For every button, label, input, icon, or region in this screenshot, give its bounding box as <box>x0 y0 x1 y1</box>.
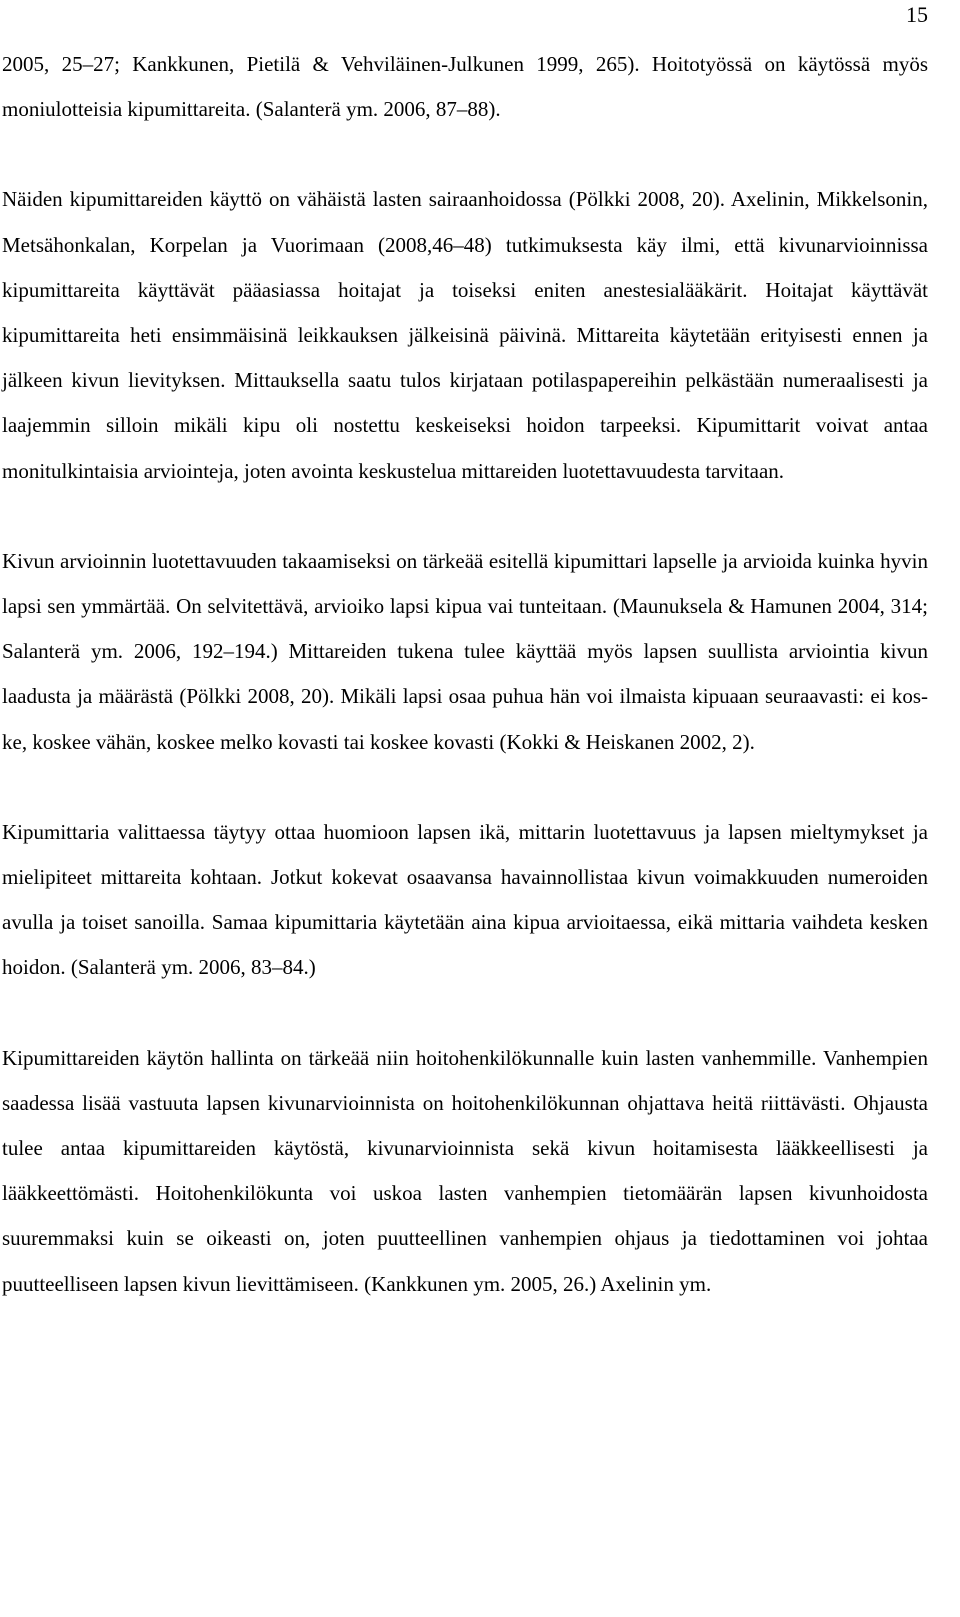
paragraph-gap <box>2 494 928 539</box>
paragraph-5: Kipumittareiden käytön hallinta on tärkeää niin hoitohenkilökunnalle kuin lasten vanhemmille. Vanhempien saadessa lisää vastuuta lapsen kivunarvioinnista on hoitohenkilökunnan ohjattava heitä riittävästi. Ohjausta tulee antaa kipumittareiden käytöstä, kivunarvioinnista sekä kivun hoitamisesta lääkkeellisesti ja lääkkeettömästi. Hoitohenkilökunta voi uskoa lasten vanhempien tietomäärän lapsen kivunhoidosta suuremmaksi kuin se oikeasti on, joten puutteellinen vanhempien ohjaus ja tiedottaminen voi johtaa puutteelliseen lapsen kivun lievittämiseen. (Kankkunen ym. 2005, 26.) Axelinin ym. <box>2 1045 928 1296</box>
document-body <box>2 42 928 1307</box>
paragraph-gap <box>2 765 928 810</box>
paragraph-1: 2005, 25–27; Kankkunen, Pietilä & Vehviläinen-Julkunen 1999, 265). Hoitotyössä on käytössä myös moniulotteisia kipumittareita. (Salanterä ym. 2006, 87–88). <box>2 52 928 122</box>
paragraph-gap <box>2 132 928 177</box>
page-number: 15 <box>906 2 928 27</box>
paragraph-4: Kipumittaria valittaessa täytyy ottaa huomioon lapsen ikä, mittarin luotettavuus ja lapsen mieltymykset ja mielipiteet mittareita kohtaan. Jotkut kokevat osaavansa havainnollistaa kivun voimakkuuden numeroiden avulla ja toiset sanoilla. Samaa kipumittaria käytetään aina kipua arvioitaessa, eikä mittaria vaihdeta kesken hoidon. (Salanterä ym. 2006, 83–84.) <box>2 819 928 980</box>
paragraph-3: Kivun arvioinnin luotettavuuden takaamiseksi on tärkeää esitellä kipumittari lapselle ja arvioida kuinka hyvin lapsi sen ymmärtää. On selvitettävä, arvioiko lapsi kipua vai tunteitaan. (Maunuksela & Hamunen 2004, 314; Salanterä ym. 2006, 192–194.) Mittareiden tukena tulee käyttää myös lapsen suullista arviointia kivun laadusta ja määrästä (Pölkki 2008, 20). Mikäli lapsi osaa puhua hän voi ilmaista kipuaan seuraavasti: ei koske, koskee vähän, koskee melko kovasti tai koskee kovasti (Kokki & Heiskanen 2002, 2). <box>2 548 928 754</box>
paragraph-gap <box>2 991 928 1036</box>
paragraph-2: Näiden kipumittareiden käyttö on vähäistä lasten sairaanhoidossa (Pölkki 2008, 20). Axelinin, Mikkelsonin, Metsähonkalan, Korpelan ja Vuorimaan (2008,46–48) tutkimuksesta käy ilmi, että kivunarvioinnissa kipumittareita käyttävät pääasiassa hoitajat ja toiseksi eniten anestesialääkärit. Hoitajat käyttävät kipumittareita heti ensimmäisinä leikkauksen jälkeisinä päivinä. Mittareita käytetään erityisesti ennen ja jälkeen kivun lievityksen. Mittauksella saatu tulos kirjataan potilaspapereihin pelkästään numeraalisesti ja laajemmin silloin mikäli kipu oli nostettu keskeiseksi hoidon tarpeeksi. Kipumittarit voivat antaa monitulkintaisia arviointeja, joten avointa keskustelua mittareiden luotettavuudesta tarvitaan. <box>2 187 928 483</box>
